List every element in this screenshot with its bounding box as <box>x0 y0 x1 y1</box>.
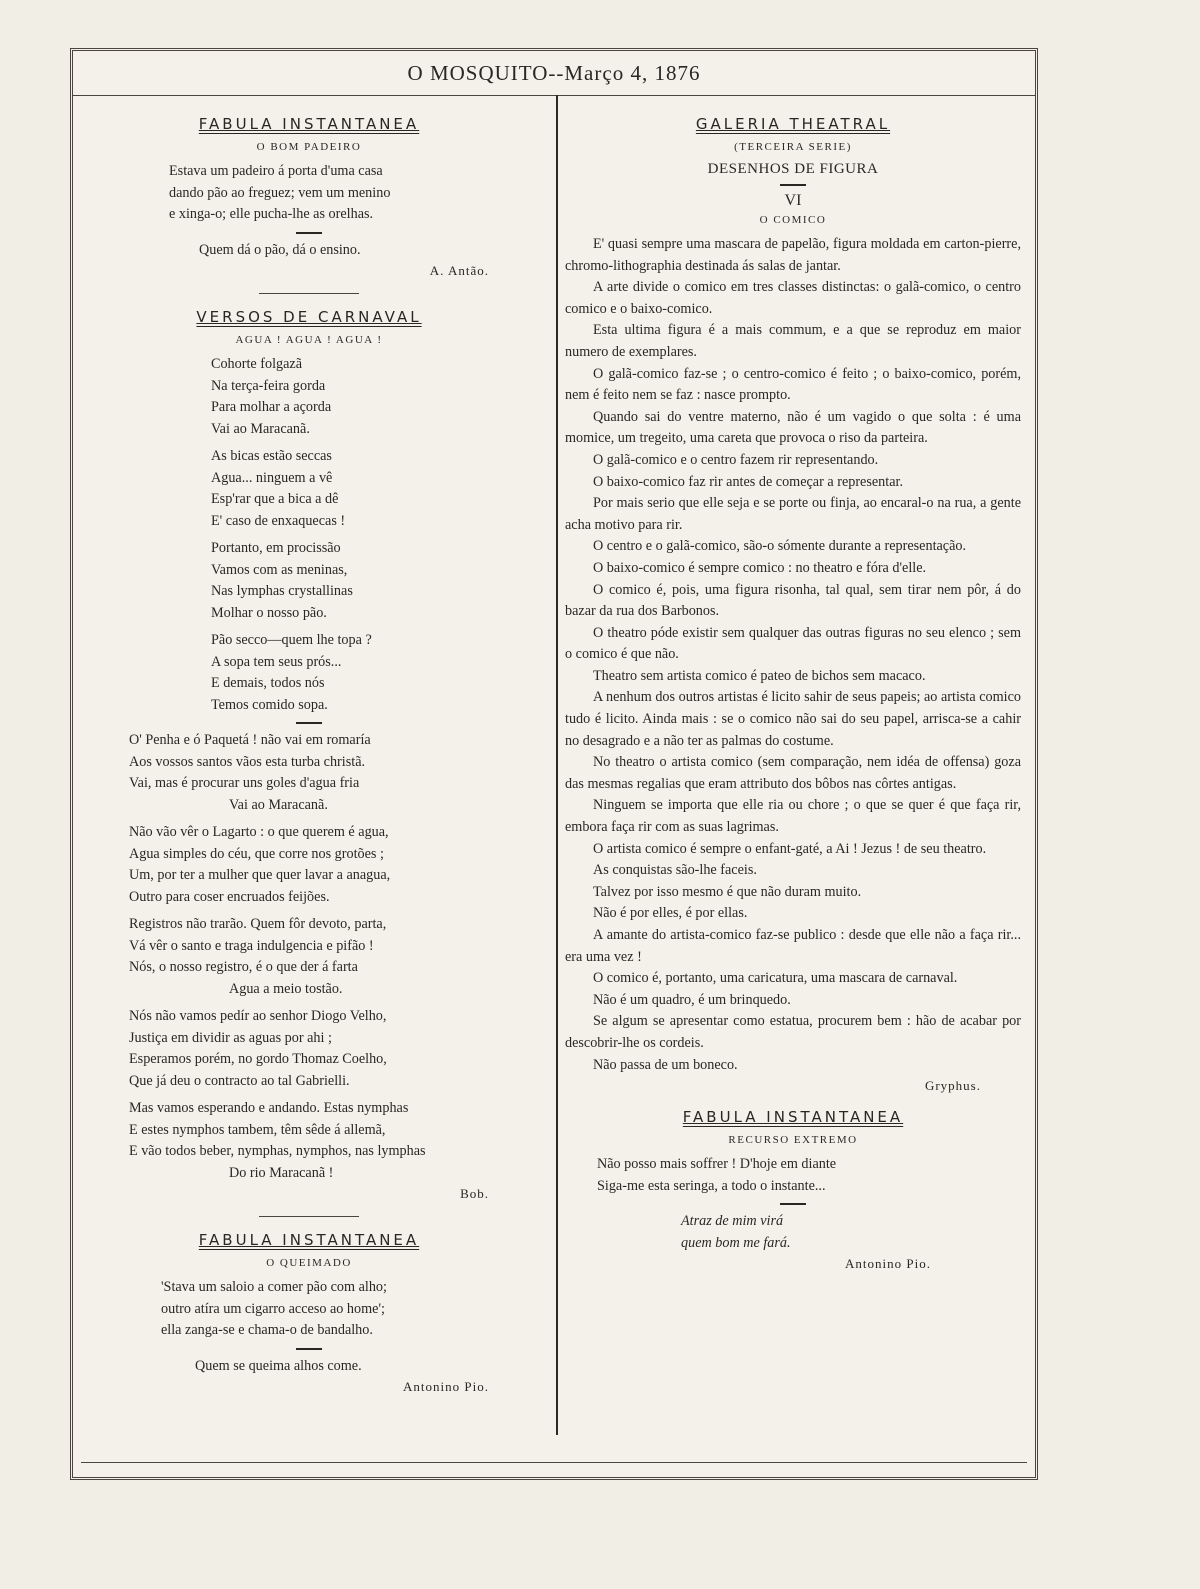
paragraph: Se algum se apresentar como estatua, procurem bem : hão de acabar por descobrir-lhe os cordeis. <box>565 1013 1021 1051</box>
paragraph: O galã-comico faz-se ; o centro-comico é feito ; o baixo-comico, porém, nem é feito nem se faz : nasce prompto. <box>565 365 1021 404</box>
section-title: VERSOS DE CARNAVAL <box>196 308 422 326</box>
author-signature: Antonino Pio. <box>403 1379 489 1394</box>
section-title: FABULA INSTANTANEA <box>682 1108 904 1127</box>
bottom-rule <box>81 1462 1027 1463</box>
poem-line: Molhar o nosso pão. <box>211 604 327 621</box>
poem-line: Esperamos porém, no gordo Thomaz Coelho, <box>129 1051 387 1067</box>
paragraph: Talvez por isso mesmo é que não duram muito. <box>593 883 862 900</box>
fable-line: dando pão ao freguez; vem um menino <box>169 184 391 201</box>
dash-divider <box>296 232 322 234</box>
dash-divider <box>780 1203 806 1205</box>
author-signature: Bob. <box>460 1186 489 1201</box>
dash-divider <box>780 184 806 186</box>
paragraph: O comico é, portanto, uma caricatura, uma mascara de carnaval. <box>593 970 958 987</box>
section-subtitle: O QUEIMADO <box>266 1257 352 1269</box>
poem-line: Vamos com as meninas, <box>211 561 348 578</box>
poem-line: Na terça-feira gorda <box>211 377 326 394</box>
poem-line: E' caso de enxaquecas ! <box>211 512 346 529</box>
fabula-queimado <box>129 1231 489 1395</box>
author-signature: Antonino Pio. <box>845 1256 931 1272</box>
paragraph: No theatro o artista comico (sem comparação, nem idéa de offensa) goza das mesmas regalias que eram attributo dos bôbos nas côrtes antigas. <box>565 754 1021 792</box>
paragraph: O theatro póde existir sem qualquer das outras figuras no seu elenco ; sem o comico é que não. <box>565 624 1021 663</box>
paragraph: O baixo-comico é sempre comico : no theatro e fóra d'elle. <box>593 559 927 576</box>
poem-line: O' Penha e ó Paquetá ! não vai em romaría <box>129 732 371 748</box>
paragraph: O galã-comico e o centro fazem rir representando. <box>593 451 879 468</box>
poem-line: Para molhar a açorda <box>211 399 332 415</box>
poem-line: Agua... ninguem a vê <box>211 469 333 486</box>
fable-line: e xinga-o; elle pucha-lhe as orelhas. <box>169 206 374 222</box>
section-rule <box>259 1216 359 1217</box>
paragraph: Theatro sem artista comico é pateo de bichos sem macaco. <box>593 667 926 684</box>
fable-line: Estava um padeiro á porta d'uma casa <box>169 163 383 179</box>
poem-line: Cohorte folgazã <box>211 356 302 372</box>
page-header: O MOSQUITO--Março 4, 1876 <box>73 51 1035 96</box>
section-title: FABULA INSTANTANEA <box>198 115 420 133</box>
poem-line: Temos comido sopa. <box>211 696 328 713</box>
fable-moral: Quem se queima alhos come. <box>195 1357 362 1374</box>
poem-line: Justiça em dividir as aguas por ahi ; <box>129 1029 332 1046</box>
column-divider <box>556 95 558 1435</box>
paragraph: E' quasi sempre uma mascara de papelão, figura moldada em carton-pierre, chromo-lithographia destinada ás salas de jantar. <box>565 236 1021 274</box>
paragraph: O baixo-comico faz rir antes de começar a representar. <box>593 473 903 490</box>
chapter-topic: O COMICO <box>759 214 827 226</box>
paragraph: Não passa de um boneco. <box>593 1056 738 1073</box>
poem-line: E estes nymphos tambem, têm sêde á allemã, <box>129 1121 386 1138</box>
paragraph: Quando sai do ventre materno, não é um vagido o que solta : é uma momice, um tregeito, uma careta que provoca o riso da parteira. <box>565 408 1021 447</box>
paragraph: A amante do artista-comico faz-se publico : desde que elle não a faça rir... era uma vez ! <box>565 927 1021 965</box>
poem-line: E vão todos beber, nymphas, nymphos, nas lymphas <box>129 1143 426 1159</box>
paragraph: Por mais serio que elle seja e se porte ou finja, ao encaral-o na rua, a gente acha motivo para rir. <box>565 495 1021 533</box>
section-title: FABULA INSTANTANEA <box>198 1231 420 1249</box>
poem-line: Agua a meio tostão. <box>229 980 343 997</box>
poem-line: Registros não trarão. Quem fôr devoto, parta, <box>129 916 387 932</box>
paragraph: O comico é, pois, uma figura risonha, tal qual, sem tirar nem pôr, á do bazar da rua dos Barbonos. <box>565 581 1021 620</box>
poem-line: Vai ao Maracanã. <box>211 420 310 437</box>
paragraph: O artista comico é sempre o enfant-gaté, a Ai ! Jezus ! de seu theatro. <box>593 840 987 857</box>
poem-line: Mas vamos esperando e andando. Estas nymphas <box>129 1100 409 1116</box>
paragraph: Esta ultima figura é a mais commum, e a que se reproduz em maior numero de exemplares. <box>565 322 1021 360</box>
paragraph: Não é um quadro, é um brinquedo. <box>593 991 791 1008</box>
fable-moral: Atraz de mim virá <box>681 1213 784 1230</box>
author-signature: A. Antão. <box>429 263 489 278</box>
paragraph: A arte divide o comico em tres classes distinctas: o galã-comico, o centro comico e o baixo-comico. <box>565 279 1021 317</box>
article-body <box>565 234 1021 1076</box>
right-column <box>565 111 1021 1276</box>
section-rule <box>259 293 359 294</box>
fable-line: ella zanga-se e chama-o de bandalho. <box>161 1322 373 1338</box>
fable-line: outro atíra um cigarro acceso ao home'; <box>161 1300 385 1317</box>
fabula-bom-padeiro <box>129 115 489 279</box>
poem-line: Não vão vêr o Lagarto : o que querem é agua, <box>129 824 389 840</box>
versos-de-carnaval <box>129 308 489 1202</box>
poem-line: Esp'rar que a bica a dê <box>211 491 339 507</box>
poem-line: Nós não vamos pedír ao senhor Diogo Velho, <box>129 1008 387 1024</box>
poem-line: Nós, o nosso registro, é o que der á farta <box>129 959 358 975</box>
poem-line: Um, por ter a mulher que quer lavar a anagua, <box>129 867 391 883</box>
poem-line: Que já deu o contracto ao tal Gabrielli. <box>129 1072 350 1089</box>
poem-line: Aos vossos santos vãos esta turba christã. <box>129 753 366 770</box>
poem-line: Outro para coser encruados feijões. <box>129 888 330 905</box>
fable-line: 'Stava um saloio a comer pão com alho; <box>161 1279 387 1295</box>
section-heading: DESENHOS DE FIGURA <box>707 161 879 177</box>
section-subtitle: (TERCEIRA SERIE) <box>734 141 852 153</box>
poem-line: Nas lymphas crystallinas <box>211 583 353 599</box>
poem-line: Vai ao Maracanã. <box>229 796 328 813</box>
poem-line: Pão secco—quem lhe topa ? <box>211 632 372 648</box>
chapter-number: VI <box>784 192 802 209</box>
author-signature: Gryphus. <box>924 1078 981 1094</box>
paragraph: Não é por elles, é por ellas. <box>593 905 748 922</box>
poem-line: E demais, todos nós <box>211 675 325 691</box>
poem-line: As bicas estão seccas <box>211 448 332 464</box>
fable-line: Siga-me esta seringa, a todo o instante... <box>597 1177 826 1194</box>
poem-line: A sopa tem seus prós... <box>211 653 342 670</box>
galeria-theatral <box>565 115 1021 1094</box>
section-subtitle: AGUA ! AGUA ! AGUA ! <box>235 334 383 346</box>
paragraph: A nenhum dos outros artistas é licito sahir de seus papeis; ao artista comico tudo é licito. Ainda mais : se o comico não sai do seu papel, arrisca-se a cahir no desagrado e a não ter as palmas do costume. <box>565 689 1021 749</box>
fable-moral: Quem dá o pão, dá o ensino. <box>199 241 361 258</box>
poem-line: Portanto, em procissão <box>211 540 341 556</box>
newspaper-page <box>70 48 1038 1480</box>
dash-divider <box>296 722 322 724</box>
paragraph: O centro e o galã-comico, são-o sómente durante a representação. <box>593 538 967 555</box>
poem-line: Agua simples do céu, que corre nos grotões ; <box>129 845 384 862</box>
section-title: GALERIA THEATRAL <box>695 115 891 133</box>
dash-divider <box>296 1348 322 1350</box>
poem-line: Do rio Maracanã ! <box>229 1164 334 1181</box>
section-subtitle: RECURSO EXTREMO <box>728 1134 858 1147</box>
fable-moral: quem bom me fará. <box>681 1234 791 1251</box>
poem-line: Vá vêr o santo e traga indulgencia e pifão ! <box>129 937 374 954</box>
fabula-recurso-extremo <box>565 1108 1021 1272</box>
left-column <box>129 111 489 1399</box>
paragraph: Ninguem se importa que elle ria ou chore ; o que se quer é que faça rir, embora faça rir com as suas lagrimas. <box>565 797 1021 836</box>
section-subtitle: O BOM PADEIRO <box>256 141 362 153</box>
fable-line: Não posso mais soffrer ! D'hoje em diante <box>597 1156 837 1173</box>
poem-line: Vai, mas é procurar uns goles d'agua fria <box>129 775 360 791</box>
paragraph: As conquistas são-lhe faceis. <box>593 862 757 879</box>
